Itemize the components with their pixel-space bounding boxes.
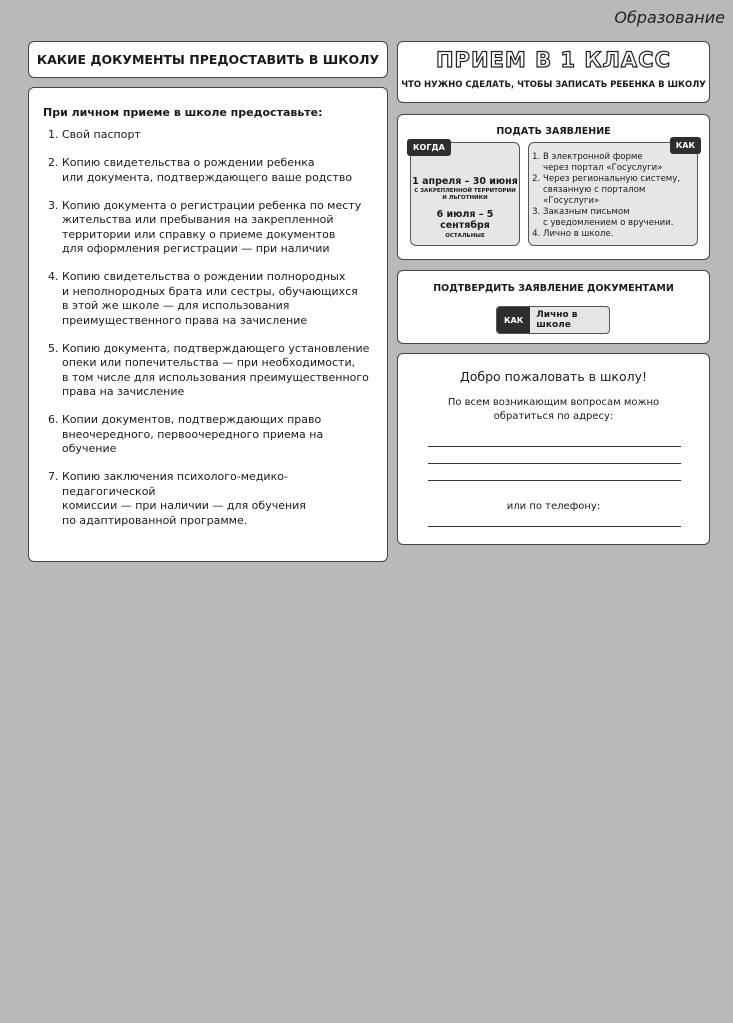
list-item: 6. Копии документов, подтверждающих право внеочередного, первоочередного приема на обучение [62, 413, 373, 457]
date-second: 6 июля – 5 сентября [436, 209, 494, 231]
welcome-heading: Добро пожаловать в школу! [459, 369, 648, 384]
phone-line [428, 526, 681, 527]
when-tag: КОГДА [407, 139, 451, 156]
welcome-text: По всем возникающим вопросам можно обратиться по адресу: [447, 397, 660, 422]
title-card [397, 41, 710, 103]
date-main: 1 апреля – 30 июня [412, 176, 518, 187]
list-item: 3. Копию документа о регистрации ребенка по месту жительства или пребывания на закрепленной территории или справку о приеме документов для оформления регистрации — при наличии [62, 199, 373, 257]
welcome-section [397, 353, 710, 545]
when-box [410, 142, 520, 246]
page-title: ПРИЕМ В 1 КЛАСС [435, 48, 672, 72]
documents-list [43, 128, 373, 528]
confirm-value: Лично в школе [536, 310, 578, 330]
list-item: 4. Лично в школе. [543, 229, 697, 240]
confirm-section [397, 270, 710, 344]
date-main-note: С ЗАКРЕПЛЕННОЙ ТЕРРИТОРИИ И ЛЬГОТНИКИ [414, 188, 516, 201]
address-line [428, 463, 681, 464]
list-item: 1. Свой паспорт [62, 128, 373, 143]
documents-intro: При личном приеме в школе предоставьте: [43, 106, 323, 119]
list-item: 2. Через региональную систему, связанную с порталом «Госуслуги» [543, 174, 697, 207]
address-line [428, 446, 681, 447]
confirm-tag: КАК [497, 307, 530, 333]
apply-title: ПОДАТЬ ЗАЯВЛЕНИЕ [496, 126, 611, 137]
how-list [529, 152, 697, 240]
list-item: 2. Копию свидетельства о рождении ребенка или документа, подтверждающего ваше родство [62, 156, 373, 185]
how-tag: КАК [670, 137, 701, 154]
confirm-title: ПОДТВЕРДИТЬ ЗАЯВЛЕНИЕ ДОКУМЕНТАМИ [433, 283, 674, 294]
apply-section [397, 114, 710, 260]
list-item: 1. В электронной форме через портал «Госуслуги» [543, 152, 697, 174]
date-second-note: ОСТАЛЬНЫЕ [445, 233, 485, 239]
how-box [528, 142, 698, 246]
documents-header: КАКИЕ ДОКУМЕНТЫ ПРЕДОСТАВИТЬ В ШКОЛУ [28, 41, 388, 78]
address-line [428, 480, 681, 481]
page-subtitle: ЧТО НУЖНО СДЕЛАТЬ, ЧТОБЫ ЗАПИСАТЬ РЕБЕНКА В ШКОЛУ [401, 80, 706, 90]
brand-label: Образование [614, 8, 725, 27]
list-item: 4. Копию свидетельства о рождении полнородных и неполнородных брата или сестры, обучающихся в этой же школе — для использования преимущественного права на зачисление [62, 270, 373, 328]
documents-panel [28, 87, 388, 562]
list-item: 5. Копию документа, подтверждающего установление опеки или попечительства — при необходимости, в том числе для использования преимущественного права на зачисление [62, 342, 373, 400]
phone-label: или по телефону: [506, 501, 601, 512]
confirm-method [496, 306, 610, 334]
list-item: 3. Заказным письмом с уведомлением о вручении. [543, 207, 697, 229]
list-item: 7. Копию заключения психолого-медико-педагогической комиссии — при наличии — для обучения по адаптированной программе. [62, 470, 373, 528]
